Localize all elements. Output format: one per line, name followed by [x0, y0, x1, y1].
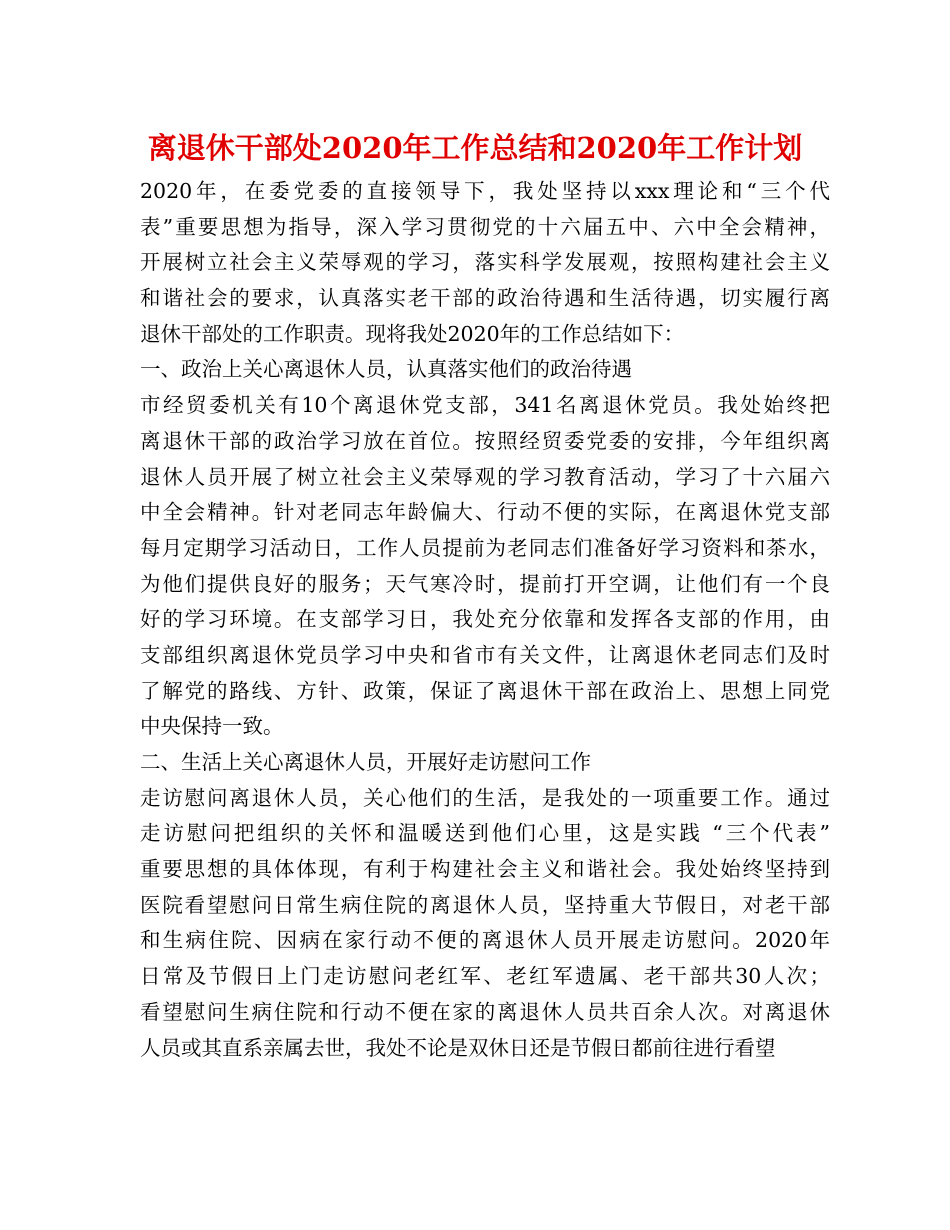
body-line: 走访慰问把组织的关怀和温暖送到他们心里，这是实践 “三个代表” [140, 821, 830, 846]
body-line: 表”重要思想为指导，深入学习贯彻党的十六届五中、六中全会精神， [140, 214, 830, 239]
body-line: 了解党的路线、方针、政策，保证了离退休干部在政治上、思想上同党 [140, 678, 830, 703]
body-line: 人员或其直系亲属去世，我处不论是双休日还是节假日都前往进行看望 [140, 1035, 776, 1060]
body-line: 每月定期学习活动日，工作人员提前为老同志们准备好学习资料和茶水， [140, 535, 830, 560]
body-line: 好的学习环境。在支部学习日，我处充分依靠和发挥各支部的作用，由 [140, 607, 830, 632]
body-line: 一、政治上关心离退休人员，认真落实他们的政治待遇 [140, 357, 632, 382]
body-line: 支部组织离退休党员学习中央和省市有关文件，让离退休老同志们及时 [140, 642, 830, 667]
body-line: 市经贸委机关有10个离退休党支部，341名离退休党员。我处始终把 [140, 393, 830, 418]
body-line: 离退休干部的政治学习放在首位。按照经贸委党委的安排，今年组织离 [140, 428, 830, 453]
document-title: 离退休干部处2020年工作总结和2020年工作计划 [147, 131, 803, 165]
body-line: 中央保持一致。 [140, 714, 284, 739]
body-line: 日常及节假日上门走访慰问老红军、老红军遗属、老干部共30人次； [140, 964, 830, 989]
body-line: 中全会精神。针对老同志年龄偏大、行动不便的实际，在离退休党支部 [140, 500, 830, 525]
body-line: 2020年，在委党委的直接领导下，我处坚持以xxx理论和“三个代 [140, 179, 830, 203]
body-line: 为他们提供良好的服务；天气寒冷时，提前打开空调，让他们有一个良 [140, 571, 830, 596]
body-line: 开展树立社会主义荣辱观的学习，落实科学发展观，按照构建社会主义 [140, 250, 830, 275]
body-line: 退休干部处的工作职责。现将我处2020年的工作总结如下： [140, 321, 685, 346]
body-line: 和谐社会的要求，认真落实老干部的政治待遇和生活待遇，切实履行离 [140, 286, 830, 311]
body-line: 医院看望慰问日常生病住院的离退休人员，坚持重大节假日，对老干部 [140, 892, 830, 917]
body-line: 看望慰问生病住院和行动不便在家的离退休人员共百余人次。对离退休 [140, 999, 830, 1024]
document-body [140, 174, 830, 1066]
body-line: 和生病住院、因病在家行动不便的离退休人员开展走访慰问。2020年 [140, 928, 830, 953]
body-line: 走访慰问离退休人员，关心他们的生活，是我处的一项重要工作。通过 [140, 785, 830, 810]
body-line: 重要思想的具体体现，有利于构建社会主义和谐社会。我处始终坚持到 [140, 857, 830, 882]
body-line: 二、生活上关心离退休人员，开展好走访慰问工作 [140, 750, 591, 774]
body-line: 退休人员开展了树立社会主义荣辱观的学习教育活动，学习了十六届六 [140, 464, 830, 489]
